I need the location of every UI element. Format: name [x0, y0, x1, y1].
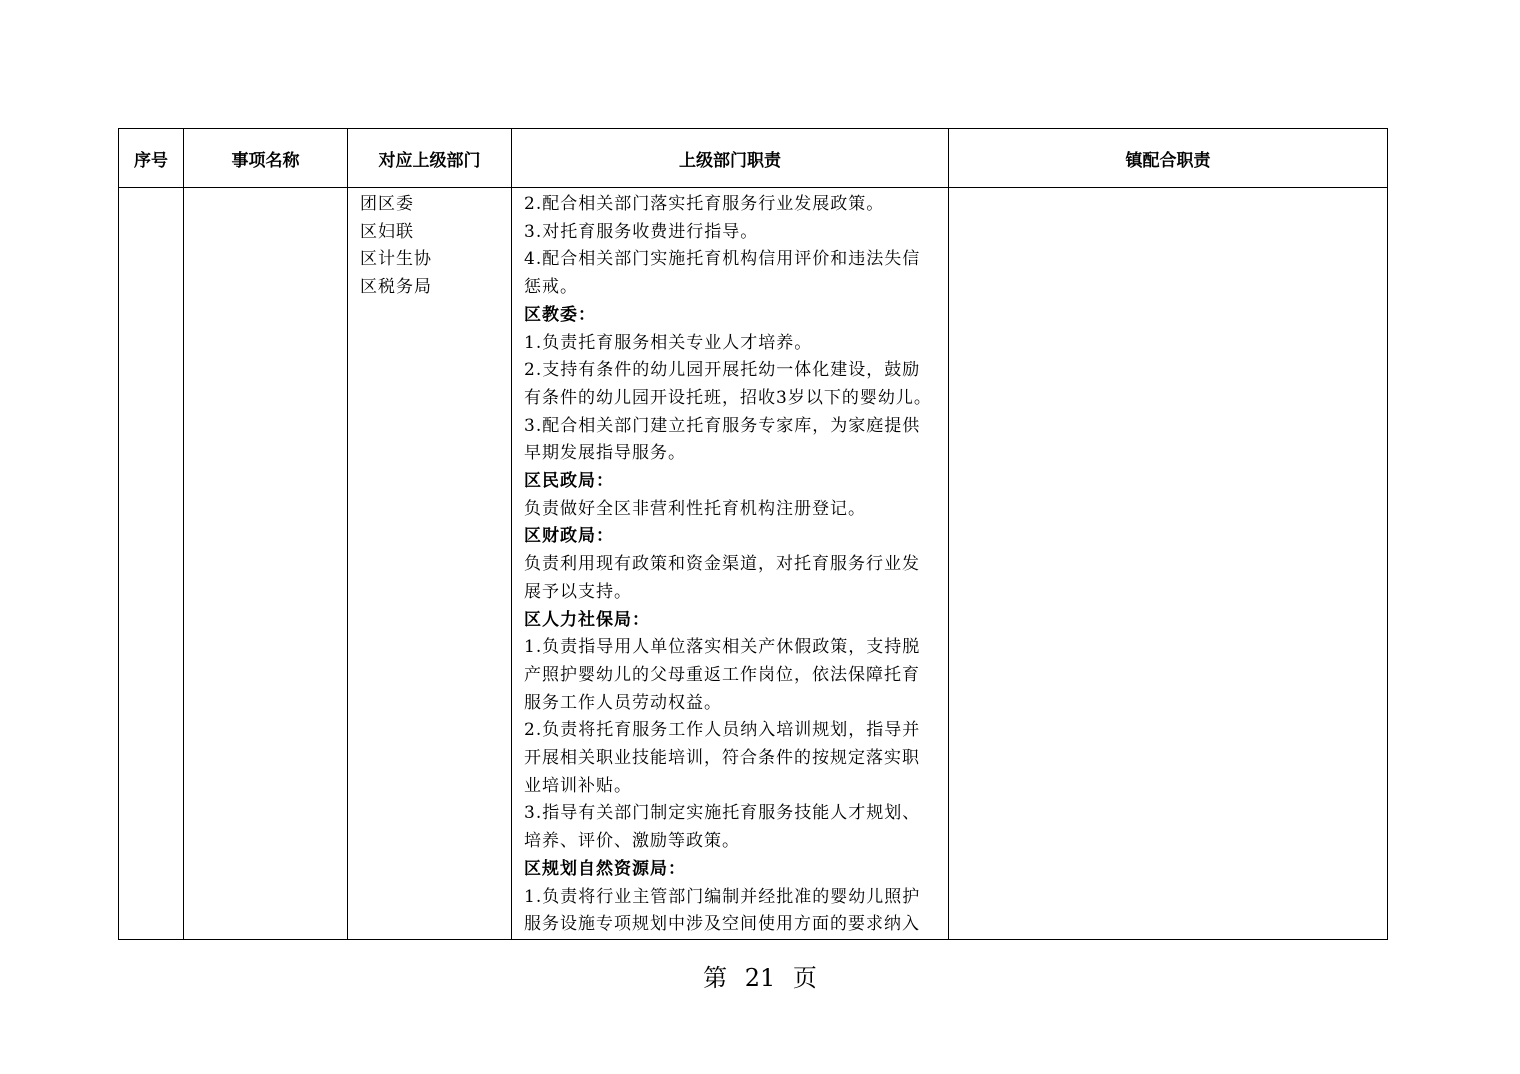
- cell-town-duties: [949, 188, 1388, 940]
- duty-line: 负责做好全区非营利性托育机构注册登记。: [524, 498, 866, 519]
- duty-line: 1.负责将行业主管部门编制并经批准的婴幼儿照护: [524, 886, 921, 907]
- cell-superior-duties: [512, 188, 949, 940]
- duty-line: 2.负责将托育服务工作人员纳入培训规划，指导并: [524, 720, 921, 741]
- duty-line: 3.对托育服务收费进行指导。: [524, 221, 759, 242]
- duty-line: 1.负责托育服务相关专业人才培养。: [524, 332, 813, 353]
- duty-line: 2.支持有条件的幼儿园开展托幼一体化建设，鼓励: [524, 360, 921, 381]
- dept-item: 区计生协: [360, 249, 432, 270]
- header-superior-dept: 对应上级部门: [348, 129, 512, 188]
- duty-line: 服务设施专项规划中涉及空间使用方面的要求纳入: [524, 914, 920, 935]
- cell-item-name: [184, 188, 348, 940]
- dept-list: [348, 188, 511, 302]
- duty-table: [118, 128, 1388, 940]
- cell-seq: [119, 188, 184, 940]
- page-number: 第 21 页: [703, 964, 817, 992]
- duty-line: 惩戒。: [524, 277, 578, 298]
- header-item-name: 事项名称: [184, 129, 348, 188]
- table-row: [119, 188, 1388, 940]
- duty-line: 1.负责指导用人单位落实相关产休假政策，支持脱: [524, 637, 921, 658]
- duty-line: 服务工作人员劳动权益。: [524, 692, 722, 713]
- duty-line: 业培训补贴。: [524, 775, 632, 796]
- duty-list: [512, 188, 948, 939]
- duty-line: 3.指导有关部门制定实施托育服务技能人才规划、: [524, 803, 921, 824]
- table-header-row: [119, 129, 1388, 188]
- duty-line: 4.配合相关部门实施托育机构信用评价和违法失信: [524, 249, 921, 270]
- duty-line: 早期发展指导服务。: [524, 443, 686, 464]
- duty-line: 开展相关职业技能培训，符合条件的按规定落实职: [524, 748, 920, 769]
- duty-line: 产照护婴幼儿的父母重返工作岗位，依法保障托育: [524, 664, 920, 685]
- duty-line: 培养、评价、激励等政策。: [524, 831, 740, 852]
- header-superior-duties: 上级部门职责: [512, 129, 949, 188]
- duty-line: 展予以支持。: [524, 581, 632, 602]
- dept-item: 区税务局: [360, 277, 432, 298]
- dept-heading: 区人力社保局：: [524, 609, 650, 630]
- duty-line: 2.配合相关部门落实托育服务行业发展政策。: [524, 194, 885, 214]
- duty-line: 3.配合相关部门建立托育服务专家库，为家庭提供: [524, 415, 921, 436]
- dept-item: 区妇联: [360, 221, 414, 242]
- header-seq: 序号: [119, 129, 184, 188]
- dept-item: 团区委: [360, 194, 414, 214]
- cell-superior-dept: [348, 188, 512, 940]
- duty-line: 负责利用现有政策和资金渠道，对托育服务行业发: [524, 554, 920, 575]
- dept-heading: 区教委：: [524, 304, 596, 325]
- dept-heading: 区民政局：: [524, 471, 614, 492]
- dept-heading: 区规划自然资源局：: [524, 858, 686, 879]
- duty-line: 有条件的幼儿园开设托班，招收3岁以下的婴幼儿。: [524, 387, 932, 408]
- header-town-duties: 镇配合职责: [949, 129, 1388, 188]
- dept-heading: 区财政局：: [524, 526, 614, 547]
